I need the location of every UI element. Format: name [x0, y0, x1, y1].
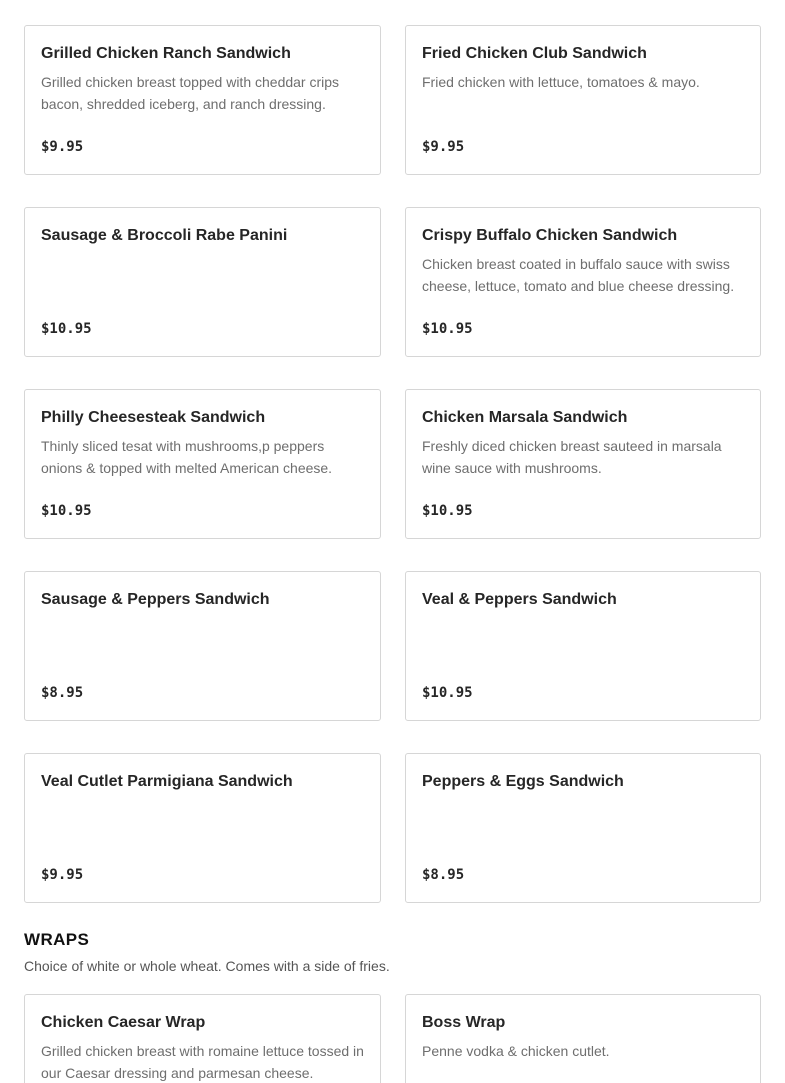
item-description: Freshly diced chicken breast sauteed in marsala wine sauce with mushrooms. — [422, 438, 722, 476]
menu-item-card[interactable] — [24, 389, 381, 539]
item-name: Grilled Chicken Ranch Sandwich — [41, 45, 291, 62]
item-name: Sausage & Broccoli Rabe Panini — [41, 227, 288, 244]
item-name: Veal Cutlet Parmigiana Sandwich — [41, 773, 293, 790]
section-description: Choice of white or whole wheat. Comes with a side of fries. — [24, 958, 390, 974]
item-price: $9.95 — [41, 867, 84, 883]
item-price: $10.95 — [422, 503, 473, 519]
menu-item-card[interactable] — [24, 753, 381, 903]
item-name: Chicken Marsala Sandwich — [422, 409, 628, 426]
item-description: Thinly sliced tesat with mushrooms,p peppers onions & topped with melted American cheese. — [41, 438, 333, 476]
item-price: $9.95 — [41, 139, 84, 155]
menu-item-card[interactable] — [405, 389, 761, 539]
item-name: Boss Wrap — [422, 1014, 506, 1031]
item-name: Sausage & Peppers Sandwich — [41, 591, 270, 608]
item-price: $10.95 — [422, 685, 473, 701]
item-description: Fried chicken with lettuce, tomatoes & mayo. — [422, 74, 700, 90]
item-name: Philly Cheesesteak Sandwich — [41, 409, 266, 426]
item-price: $10.95 — [41, 321, 92, 337]
item-price: $8.95 — [41, 685, 84, 701]
wraps-grid — [24, 994, 785, 1083]
item-name: Crispy Buffalo Chicken Sandwich — [422, 227, 678, 244]
menu-item-card[interactable] — [24, 994, 381, 1083]
item-description: Grilled chicken breast with romaine lettuce tossed in our Caesar dressing and parmesan cheese. — [41, 1043, 364, 1081]
item-description: Penne vodka & chicken cutlet. — [422, 1043, 610, 1059]
item-description: Chicken breast coated in buffalo sauce with swiss cheese, lettuce, tomato and blue cheese dressing. — [422, 256, 735, 294]
item-name: Peppers & Eggs Sandwich — [422, 773, 624, 790]
item-price: $8.95 — [422, 867, 465, 883]
item-price: $10.95 — [41, 503, 92, 519]
menu-item-card[interactable] — [24, 571, 381, 721]
item-name: Veal & Peppers Sandwich — [422, 591, 617, 608]
section-title: WRAPS — [24, 930, 90, 949]
sandwich-grid — [24, 25, 785, 903]
menu-item-card[interactable] — [405, 207, 761, 357]
menu-item-card[interactable] — [405, 753, 761, 903]
item-price: $9.95 — [422, 139, 465, 155]
item-description: Grilled chicken breast topped with cheddar crips bacon, shredded iceberg, and ranch dressing. — [41, 74, 340, 112]
item-name: Chicken Caesar Wrap — [41, 1014, 206, 1031]
item-name: Fried Chicken Club Sandwich — [422, 45, 647, 62]
menu-item-card[interactable] — [24, 25, 381, 175]
menu-item-card[interactable] — [405, 994, 761, 1083]
item-price: $10.95 — [422, 321, 473, 337]
menu-item-card[interactable] — [405, 571, 761, 721]
menu-item-card[interactable] — [405, 25, 761, 175]
wraps-section-header — [24, 929, 785, 975]
menu-item-card[interactable] — [24, 207, 381, 357]
